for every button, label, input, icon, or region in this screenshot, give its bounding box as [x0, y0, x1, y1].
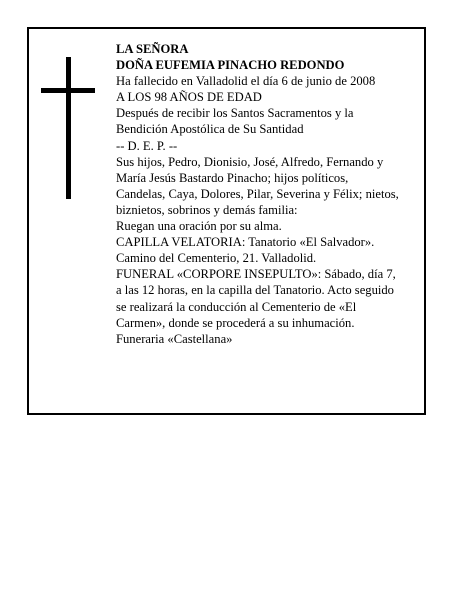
- age-at-death: A LOS 98 AÑOS DE EDAD: [116, 90, 262, 105]
- family-line-4: biznietos, sobrinos y demás familia:: [116, 202, 298, 217]
- notice-heading: LA SEÑORA: [116, 42, 189, 56]
- family-line-3: Candelas, Caya, Dolores, Pilar, Severina y Félix; nietos,: [116, 186, 399, 201]
- funeral-line-1: FUNERAL «CORPORE INSEPULTO»: Sábado, día 7,: [116, 267, 396, 282]
- death-announcement: Ha fallecido en Valladolid el día 6 de junio de 2008: [116, 74, 376, 89]
- chapel-line-2: Camino del Cementerio, 21. Valladolid.: [116, 251, 317, 266]
- family-line-2: María Jesús Bastardo Pinacho; hijos políticos,: [116, 170, 349, 185]
- chapel-line-1: CAPILLA VELATORIA: Tanatorio «El Salvador».: [116, 235, 375, 250]
- funeral-home: Funeraria «Castellana»: [116, 331, 233, 346]
- cross-horizontal-bar: [41, 88, 95, 93]
- sacraments-line-2: Bendición Apostólica de Su Santidad: [116, 122, 304, 137]
- funeral-line-4: Carmen», donde se procederá a su inhumación.: [116, 315, 355, 330]
- prayer-request: Ruegan una oración por su alma.: [116, 219, 282, 234]
- rest-in-peace: -- D. E. P. --: [116, 138, 178, 153]
- funeral-line-2: a las 12 horas, en la capilla del Tanatorio. Acto seguido: [116, 283, 394, 298]
- notice-text: [116, 41, 416, 347]
- sacraments-line-1: Después de recibir los Santos Sacramentos y la: [116, 106, 354, 121]
- cross-vertical-bar: [66, 57, 71, 199]
- family-line-1: Sus hijos, Pedro, Dionisio, José, Alfredo, Fernando y: [116, 154, 384, 169]
- obituary-notice: [27, 27, 426, 415]
- deceased-name: DOÑA EUFEMIA PINACHO REDONDO: [116, 58, 345, 73]
- latin-cross-icon: [41, 57, 95, 199]
- funeral-line-3: se realizará la conducción al Cementerio de «El: [116, 299, 357, 314]
